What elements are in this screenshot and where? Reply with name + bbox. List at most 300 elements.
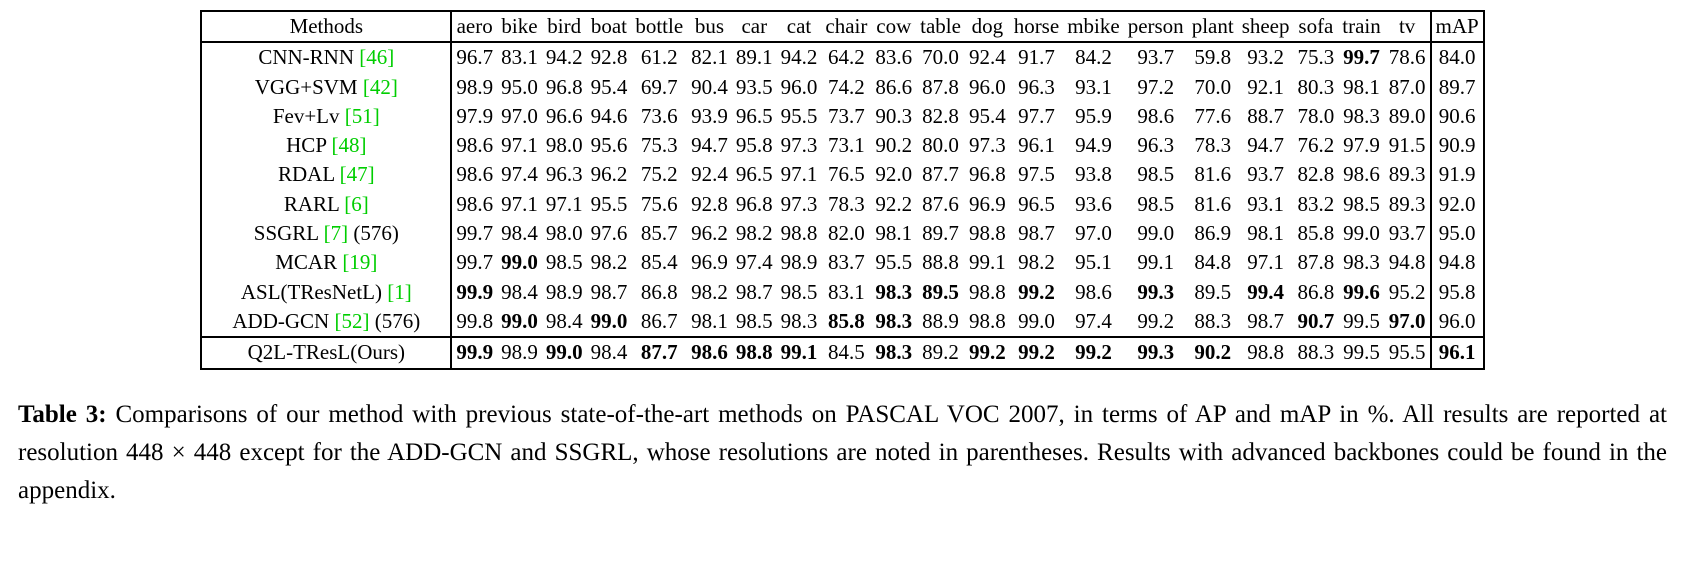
table-cell-ap: 90.3 (875, 103, 913, 128)
table-cell-ap (871, 278, 916, 307)
table-cell-ap: 87.0 (1388, 74, 1426, 99)
table-cell-ap: 75.2 (640, 162, 678, 187)
best-value: 89.5 (922, 279, 959, 304)
table-cell-ap (1385, 307, 1431, 337)
table-cell-ap: 82.0 (828, 221, 865, 246)
table-cell-ap: 96.1 (1018, 133, 1055, 158)
table-row (201, 190, 1483, 219)
table-cell-ap: 97.7 (1018, 103, 1055, 128)
table-cell-ap: 70.0 (1194, 74, 1232, 99)
best-value: 85.8 (828, 308, 865, 333)
column-header-person: person (1124, 11, 1188, 42)
table-cell-method (201, 131, 451, 160)
table-cell-ap: 92.2 (875, 191, 913, 216)
table-cell-method (201, 42, 451, 72)
best-value: 90.2 (1194, 340, 1232, 365)
citation-link[interactable]: [42] (362, 74, 398, 99)
table-cell-ap: 98.7 (1018, 221, 1055, 246)
table-cell-ap (871, 307, 916, 337)
table-cell-map: 90.9 (1431, 131, 1484, 160)
table-cell-ap: 95.8 (735, 133, 773, 158)
results-table (200, 10, 1484, 370)
table-cell-ap: 95.5 (590, 191, 628, 216)
table-cell-ap: 88.3 (1294, 337, 1339, 368)
column-header-bird: bird (542, 11, 587, 42)
table-cell-ap: 99.7 (451, 219, 497, 248)
citation-link[interactable]: [46] (359, 45, 395, 70)
table-cell-ap: 70.0 (922, 45, 959, 70)
table-cell-ap: 98.6 (1343, 162, 1380, 187)
table-cell-ap: 75.3 (640, 133, 678, 158)
table-cell-ap: 88.7 (1247, 103, 1284, 128)
table-cell-ap: 99.2 (1137, 308, 1175, 333)
table-cell-ap: 92.8 (590, 45, 628, 70)
table-cell-ap: 95.1 (1075, 250, 1112, 275)
table-cell-ap: 96.3 (545, 162, 583, 187)
table-cell-ap: 98.7 (590, 279, 628, 304)
table-cell-map: 84.0 (1431, 42, 1484, 72)
table-cell-ap: 92.8 (691, 191, 728, 216)
table-cell-ap: 93.1 (1075, 74, 1112, 99)
table-cell-ap: 93.9 (691, 103, 728, 128)
column-header-mbike: mbike (1063, 11, 1124, 42)
table-cell-ap (687, 337, 732, 368)
table-cell-ap: 75.6 (640, 191, 678, 216)
table-cell-ap: 96.9 (968, 191, 1006, 216)
table-cell-ap (965, 337, 1010, 368)
table-row (201, 102, 1483, 131)
best-value: 90.7 (1297, 308, 1335, 333)
table-cell-ap: 97.1 (501, 133, 538, 158)
table-cell-ap: 78.6 (1388, 45, 1426, 70)
table-cell-ap (821, 307, 871, 337)
best-value: 99.4 (1247, 279, 1284, 304)
table-cell-ap: 96.9 (691, 250, 728, 275)
table-cell-ap: 89.1 (735, 45, 773, 70)
method-name: MCAR (275, 250, 338, 275)
citation-link[interactable]: [6] (344, 191, 369, 216)
table-cell-method (201, 337, 451, 368)
table-cell-ap: 86.6 (875, 74, 913, 99)
table-cell-ap (871, 337, 916, 368)
table-cell-ap: 75.3 (1297, 45, 1335, 70)
table-cell-ap: 99.1 (968, 250, 1006, 275)
table-cell-ap: 78.3 (828, 191, 865, 216)
table-cell-ap (1124, 278, 1188, 307)
method-name: ADD-GCN (232, 308, 330, 333)
table-cell-ap (542, 337, 587, 368)
table-cell-ap: 98.0 (545, 133, 583, 158)
table-cell-ap: 83.7 (828, 250, 865, 275)
table-cell-ap: 97.1 (780, 162, 818, 187)
table-cell-ap (732, 337, 777, 368)
column-header-dog: dog (965, 11, 1010, 42)
table-cell-ap: 96.2 (691, 221, 728, 246)
best-value: 99.0 (501, 308, 538, 333)
table-cell-ap: 82.8 (1297, 162, 1335, 187)
table-cell-ap (777, 337, 822, 368)
table-cell-ap: 81.6 (1194, 191, 1232, 216)
table-cell-ap: 97.9 (451, 102, 497, 131)
table-cell-ap: 89.5 (1194, 279, 1232, 304)
column-header-cat: cat (777, 11, 822, 42)
table-cell-ap: 98.1 (875, 221, 913, 246)
table-cell-ap: 81.6 (1194, 162, 1232, 187)
table-cell-ap: 99.1 (1137, 250, 1175, 275)
best-value: 98.3 (875, 308, 913, 333)
table-cell-ap: 97.1 (1247, 250, 1284, 275)
table-cell-ap: 96.3 (1018, 74, 1055, 99)
table-cell-ap: 97.4 (1075, 308, 1112, 333)
table-cell-ap (1338, 278, 1384, 307)
table-cell-ap: 89.3 (1388, 191, 1426, 216)
table-cell-ap: 78.0 (1297, 103, 1335, 128)
table-cell-ap: 99.8 (451, 307, 497, 337)
table-cell-ap (1294, 307, 1339, 337)
table-cell-ap: 98.3 (1343, 250, 1380, 275)
table-cell-ap: 99.7 (451, 248, 497, 277)
table-cell-ap: 92.4 (968, 45, 1006, 70)
table-cell-ap: 87.7 (922, 162, 959, 187)
table-cell-ap: 87.8 (922, 74, 959, 99)
table-cell-ap: 83.6 (875, 45, 913, 70)
best-value: 99.2 (1018, 279, 1055, 304)
table-cell-ap: 97.5 (1018, 162, 1055, 187)
table-cell-ap: 98.2 (1018, 250, 1055, 275)
column-header-sofa: sofa (1294, 11, 1339, 42)
table-cell-ap: 98.5 (735, 308, 773, 333)
table-cell-ap: 97.3 (780, 133, 818, 158)
table-cell-ap: 84.2 (1075, 45, 1112, 70)
method-resolution-note: (576) (348, 221, 399, 246)
citation-link[interactable]: [1] (387, 279, 412, 304)
table-cell-ap: 92.0 (875, 162, 913, 187)
table-cell-map: 91.9 (1431, 160, 1484, 189)
table-cell-ap: 96.7 (451, 42, 497, 72)
table-cell-ap: 78.3 (1194, 133, 1232, 158)
table-cell-ap: 93.7 (1247, 162, 1284, 187)
table-cell-map: 92.0 (1431, 190, 1484, 219)
figure-caption (14, 396, 1671, 510)
table-cell-ap: 83.2 (1297, 191, 1335, 216)
column-header-cow: cow (871, 11, 916, 42)
table-cell-ap: 69.7 (640, 74, 678, 99)
table-cell-method (201, 307, 451, 337)
table-cell-method (201, 248, 451, 277)
table-cell-ap: 95.6 (590, 133, 628, 158)
citation-link[interactable]: [7] (323, 221, 349, 246)
best-value: 98.3 (875, 340, 913, 365)
table-cell-ap (1063, 337, 1124, 368)
best-value: 99.0 (590, 308, 628, 333)
method-name: SSGRL (253, 221, 319, 246)
table-cell-ap: 98.8 (968, 308, 1006, 333)
table-cell-ap: 99.5 (1343, 308, 1380, 333)
table-cell-ap: 98.7 (1247, 308, 1284, 333)
table-cell-ap: 98.8 (1238, 337, 1294, 368)
table-cell-ap (916, 278, 965, 307)
table-cell-ap: 73.1 (828, 133, 865, 158)
table-cell-ap: 97.0 (501, 103, 538, 128)
table-cell-ap: 98.8 (968, 279, 1006, 304)
column-header-map: mAP (1431, 11, 1484, 42)
table-body (201, 42, 1483, 368)
table-cell-ap: 86.8 (1297, 279, 1335, 304)
table-cell-ap: 98.4 (501, 279, 538, 304)
table-cell-ap: 98.0 (545, 221, 583, 246)
table-cell-ap: 97.3 (968, 133, 1006, 158)
table-cell-ap: 98.9 (780, 250, 818, 275)
table-cell-ap: 95.4 (590, 74, 628, 99)
table-cell-ap: 97.1 (545, 191, 583, 216)
table-cell-ap: 98.8 (968, 221, 1006, 246)
column-header-methods: Methods (201, 11, 451, 42)
table-cell-map: 90.6 (1431, 102, 1484, 131)
best-value: 98.8 (735, 340, 773, 365)
table-cell-ap: 97.6 (590, 221, 628, 246)
table-cell-ap: 61.2 (640, 45, 678, 70)
column-header-tv: tv (1385, 11, 1431, 42)
table-cell-ap: 83.1 (501, 45, 538, 70)
table-cell-ap: 88.9 (922, 308, 959, 333)
method-resolution-note: (576) (369, 308, 421, 333)
table-cell-ap: 96.5 (735, 162, 773, 187)
table-cell-map: 95.0 (1431, 219, 1484, 248)
column-header-sheep: sheep (1238, 11, 1294, 42)
method-name: RDAL (277, 162, 335, 187)
table-cell-ap: 98.1 (691, 308, 728, 333)
citation-link[interactable]: [51] (344, 103, 380, 128)
table-cell-ap: 98.9 (497, 337, 542, 368)
column-header-horse: horse (1010, 11, 1064, 42)
table-cell-ap: 85.4 (640, 250, 678, 275)
table-cell-ap: 98.9 (451, 73, 497, 102)
column-header-boat: boat (587, 11, 632, 42)
table-row (201, 73, 1483, 102)
table-cell-ap: 76.2 (1297, 133, 1335, 158)
table-cell-ap: 89.0 (1388, 103, 1426, 128)
best-value: 99.6 (1343, 279, 1380, 304)
table-cell-ap: 92.1 (1247, 74, 1284, 99)
best-value: 99.1 (780, 340, 818, 365)
table-cell-ap: 93.8 (1075, 162, 1112, 187)
table-cell-ap: 91.7 (1018, 45, 1055, 70)
table-header-row (201, 11, 1483, 42)
table-cell-ap: 73.6 (640, 103, 678, 128)
table-cell-ap: 87.8 (1297, 250, 1335, 275)
column-header-table: table (916, 11, 965, 42)
method-name: Q2L-TResL(Ours) (247, 340, 406, 365)
table-cell-ap: 98.6 (1137, 103, 1175, 128)
column-header-chair: chair (821, 11, 871, 42)
table-cell-ap (631, 337, 687, 368)
table-cell-ap: 98.4 (587, 337, 632, 368)
table-cell-ap: 76.5 (828, 162, 865, 187)
best-value: 99.2 (968, 340, 1006, 365)
method-name: VGG+SVM (254, 74, 358, 99)
table-cell-ap (451, 278, 497, 307)
table-cell-ap: 83.1 (828, 279, 865, 304)
table-cell-ap: 80.0 (922, 133, 959, 158)
table-cell-ap: 89.2 (916, 337, 965, 368)
table-cell-ap: 98.3 (1343, 103, 1380, 128)
best-value: 98.6 (691, 340, 728, 365)
table-cell-ap: 96.8 (735, 191, 773, 216)
best-value: 98.3 (875, 279, 913, 304)
table-cell-ap: 59.8 (1194, 45, 1232, 70)
table-cell-ap: 96.5 (735, 103, 773, 128)
method-name: ASL(TResNetL) (240, 279, 382, 304)
best-value: 99.3 (1137, 340, 1175, 365)
table-cell-ap: 94.2 (780, 45, 818, 70)
table-cell-ap: 93.6 (1075, 191, 1112, 216)
table-cell-map: 95.8 (1431, 278, 1484, 307)
table-cell-method (201, 102, 451, 131)
table-cell-ap: 96.6 (545, 103, 583, 128)
table-cell-ap: 96.8 (545, 74, 583, 99)
table-cell-ap: 73.7 (828, 103, 865, 128)
table-cell-ap: 88.8 (922, 250, 959, 275)
table-cell-ap: 95.5 (875, 250, 913, 275)
table-cell-ap: 86.8 (640, 279, 678, 304)
table-cell-ap: 98.5 (1137, 162, 1175, 187)
table-cell-ap: 96.3 (1137, 133, 1175, 158)
table-cell-ap: 98.8 (780, 221, 818, 246)
table-row (201, 278, 1483, 307)
table-cell-ap: 98.5 (1137, 191, 1175, 216)
table-cell-ap: 93.1 (1247, 191, 1284, 216)
table-cell-ap: 94.9 (1075, 133, 1112, 158)
column-header-bus: bus (687, 11, 732, 42)
table-cell-ap: 97.3 (780, 191, 818, 216)
citation-link[interactable]: [19] (342, 250, 378, 275)
table-cell-ap: 86.7 (640, 308, 678, 333)
best-value: 99.2 (1018, 340, 1055, 365)
table-cell-ap: 98.4 (501, 221, 538, 246)
table-cell-ap: 98.7 (735, 279, 773, 304)
table-cell-ap: 96.0 (780, 74, 818, 99)
table-cell-ap: 94.7 (1247, 133, 1284, 158)
caption-label: Table 3: (18, 400, 107, 428)
table-cell-ap: 95.5 (780, 103, 818, 128)
table-row (201, 307, 1483, 337)
table-cell-ap: 97.0 (1075, 221, 1112, 246)
table-cell-ap: 98.5 (780, 279, 818, 304)
table-cell-ap: 98.2 (590, 250, 628, 275)
table-cell-ap: 93.5 (735, 74, 773, 99)
table-cell-ap (1010, 278, 1064, 307)
table-cell-ap: 96.2 (590, 162, 628, 187)
table-cell-ap: 94.6 (590, 103, 628, 128)
table-cell-ap: 95.4 (968, 103, 1006, 128)
table-cell-ap: 92.4 (691, 162, 728, 187)
table-cell-map: 94.8 (1431, 248, 1484, 277)
table-cell-ap: 74.2 (828, 74, 865, 99)
table-cell-ap: 99.0 (1343, 221, 1380, 246)
best-value: 97.0 (1388, 308, 1426, 333)
table-cell-method (201, 278, 451, 307)
table-cell-ap: 88.3 (1194, 308, 1232, 333)
table-cell-ap: 87.6 (922, 191, 959, 216)
table-cell-ap: 93.7 (1388, 221, 1426, 246)
best-value: 99.0 (501, 250, 538, 275)
table-cell-ap: 98.1 (1247, 221, 1284, 246)
table-cell-ap (1188, 337, 1238, 368)
best-value: 96.1 (1438, 340, 1476, 365)
method-name: CNN-RNN (258, 45, 355, 70)
table-cell-ap: 98.6 (451, 131, 497, 160)
table-cell-ap (1338, 42, 1384, 72)
table-row (201, 42, 1483, 72)
best-value: 99.2 (1075, 340, 1112, 365)
table-row (201, 248, 1483, 277)
table-cell-map: 96.0 (1431, 307, 1484, 337)
table-cell-ap: 98.9 (545, 279, 583, 304)
column-header-bike: bike (497, 11, 542, 42)
table-cell-ap: 98.3 (780, 308, 818, 333)
table-cell-ap: 85.7 (640, 221, 678, 246)
table-cell-ap: 95.9 (1075, 103, 1112, 128)
column-header-bottle: bottle (631, 11, 687, 42)
best-value: 99.9 (456, 279, 494, 304)
table-cell-ap: 86.9 (1194, 221, 1232, 246)
table-cell-ap: 97.9 (1343, 133, 1380, 158)
best-value: 99.9 (456, 340, 494, 365)
citation-link[interactable]: [47] (339, 162, 375, 187)
table-cell-ap: 98.6 (451, 190, 497, 219)
table-cell-ap: 98.2 (735, 221, 773, 246)
citation-link[interactable]: [48] (331, 133, 367, 158)
method-name: Fev+Lv (272, 103, 340, 128)
table-cell-ap: 90.4 (691, 74, 728, 99)
table-cell-ap: 98.6 (1075, 279, 1112, 304)
table-cell-ap: 97.4 (501, 162, 538, 187)
table-cell-ap: 98.5 (545, 250, 583, 275)
column-header-plant: plant (1188, 11, 1238, 42)
table-cell-ap (1238, 278, 1294, 307)
table-cell-method (201, 73, 451, 102)
table-cell-ap (587, 307, 632, 337)
table-cell-ap: 97.4 (735, 250, 773, 275)
table-cell-map (1431, 337, 1484, 368)
best-value: 87.7 (640, 340, 678, 365)
table-cell-ap: 82.8 (922, 103, 959, 128)
table-cell-ap: 91.5 (1388, 133, 1426, 158)
best-value: 99.7 (1343, 45, 1380, 70)
column-header-aero: aero (451, 11, 497, 42)
table-cell-ap: 98.4 (545, 308, 583, 333)
table-cell-method (201, 219, 451, 248)
citation-link[interactable]: [52] (334, 308, 370, 333)
table-cell-ap: 64.2 (828, 45, 865, 70)
table-cell-ap: 84.5 (821, 337, 871, 368)
table-cell-ap: 89.3 (1388, 162, 1426, 187)
table-cell-ap: 98.5 (1343, 191, 1380, 216)
table-row (201, 160, 1483, 189)
table-cell-ap (1010, 337, 1064, 368)
table-row (201, 131, 1483, 160)
table-cell-ap: 98.1 (1343, 74, 1380, 99)
table-cell-ap: 97.1 (501, 191, 538, 216)
column-header-train: train (1338, 11, 1384, 42)
table-cell-ap: 99.0 (1137, 221, 1175, 246)
table-cell-ap (497, 307, 542, 337)
caption-text: Comparisons of our method with previous state-of-the-art methods on PASCAL VOC 2007, in terms of AP and mAP in %. All results are reported at resolution 448 × 448 except for the ADD-GCN and SSGRL, whose resolutions are noted in parentheses. Results with advanced backbones could be found in the appendix. (18, 400, 1667, 504)
table-cell-ap (1124, 337, 1188, 368)
table-cell-ap: 97.2 (1137, 74, 1175, 99)
table-cell-ap: 98.2 (691, 279, 728, 304)
column-header-car: car (732, 11, 777, 42)
